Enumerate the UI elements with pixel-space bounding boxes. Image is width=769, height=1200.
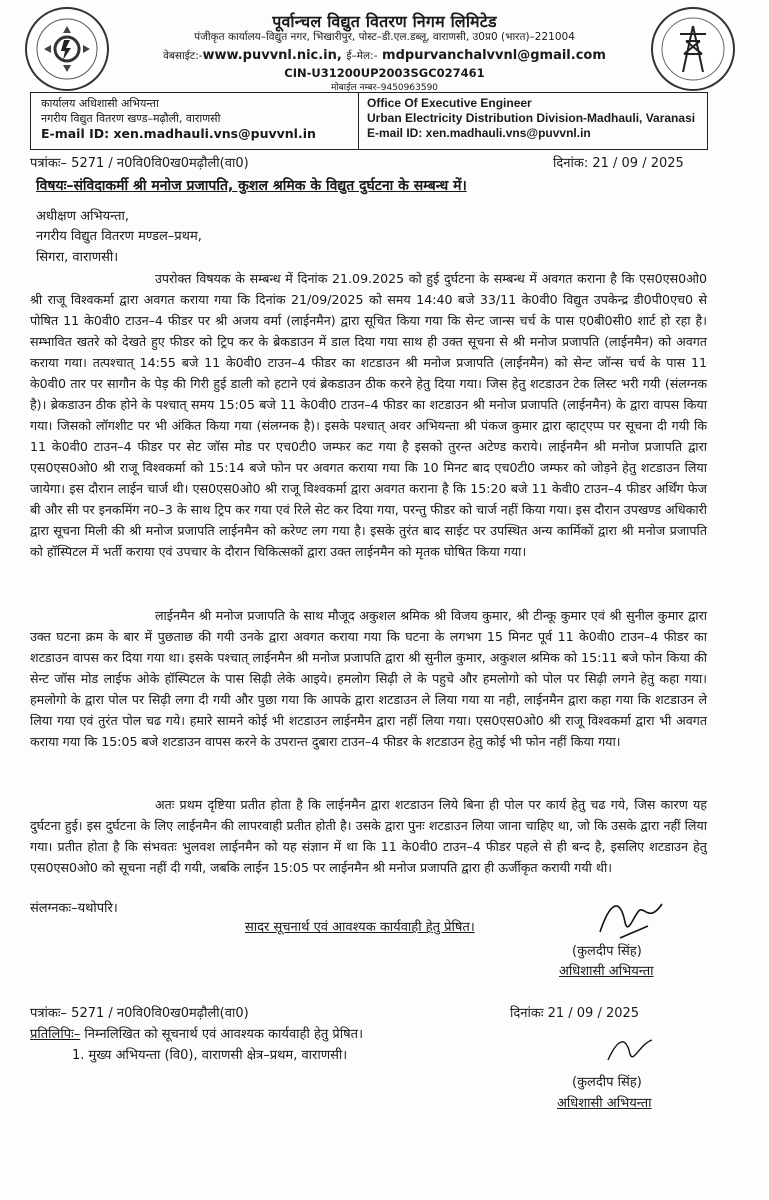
copy-signatory-name: (कुलदीप सिंह): [572, 1075, 642, 1090]
copy-ref-number: पत्रांकः– 5271 / न0वि0वि0ख0मढ़ौली(वा0): [30, 1006, 249, 1021]
division-name-english: Urban Electricity Distribution Division-Madhauli, Varanasi: [367, 111, 696, 125]
copy-text: निम्नलिखित को सूचनार्थ एवं आवश्यक कार्यवाही हेतु प्रेषित।: [80, 1027, 364, 1042]
copy-to-line: [30, 1024, 363, 1042]
website-label: वेबसाईट:-: [163, 50, 203, 62]
registered-office: पंजीकृत कार्यालय–विद्युत नगर, भिखारीपुर, पोस्ट–डी.एल.डब्लू, वाराणसी, उ0प्र0 (भारत)–221004: [194, 31, 575, 43]
office-title-hindi: कार्यालय अधिशासी अभियन्ता: [41, 97, 159, 110]
letter-date: दिनांक: 21 / 09 / 2025: [553, 156, 684, 171]
body-paragraph-1: उपरोक्त विषयक के सम्बन्ध में दिनांक 21.09.2025 को हुई दुर्घटना के सम्बन्ध में अवगत कराना है कि एस0एस0ओ0 श्री राजू विश्वकर्मा द्वारा अवगत कराया गया कि दिनांक 21/09/2025 को समय 14:40 बजे 33/11 के0वी0 विद्युत उपकेन्द्र डी0पी0एच0 से पोषित 11 के0वी0 टाउन–4 फीडर पर श्री अजय वर्मा (लाईनमैन) द्वारा सूचित किया गया कि सेन्ट जान्स चर्च के पास ए0बी0सी0 शार्ट हो रहा है। सम्भावित खतरे को देखते हुए फीडर को ट्रिप कर के ब्रेकडाउन में डाल दिया गया साथ ही उक्त सूचना से श्री मनोज प्रजापति (लाईनमैन) को अवगत कराया गया। तत्पश्चात् 14:55 बजे 11 के0वी0 टाउन–4 फीडर का शटडाउन श्री मनोज प्रजापति (लाईनमैन) को सेन्ट जॉन्स चर्च के पास 11 के0वी0 तार पर सागौन के पेड़ की गिरी हुई डाली को हटाने एवं ब्रेकडाउन ठीक करने हेतु दिया गया। जिस हेतु शटडाउन टेक लिस्ट भरी गयी (संलग्नक है)। ब्रेकडाउन ठीक होने के पश्चात् समय 15:05 बजे 11 के0वी0 टाउन–4 फीडर का शटडाउन श्री मनोज प्रजापति (लाईनमैन) के द्वारा वापस किया गया। जिसको लॉगशीट पर भी अंकित किया गया (संलग्नक है)। इसके पश्चात् अवर अभियन्ता श्री पंकज कुमार द्वारा व्हाट्एप्प पर सूचना दी गयी कि 11 के0वी0 टाउन–4 फीडर पर सेट जॉस मोड पर एच0टी0 जम्फर कट गया है इसको तुरन्त अटेण्ड कराये। लाईनमैन श्री मनोज प्रजापति द्वारा एस0एस0ओ0 श्री राजू विश्वकर्मा को 15:14 बजे फोन पर अवगत कराया गया कि 10 मिनट बाद एच0टी0 जम्फर को जोड़ने हेतु शटडाउन लिया जायेगा। इस दौरान लाईन चार्ज थी। एस0एस0ओ0 श्री राजू विश्वकर्मा द्वारा अवगत कराना है कि 15:20 बजे 11 केवी0 टाउन–4 फीडर अर्थिंग फेज बी और सी पर इनकमिंग न0–3 के साथ ट्रिप कर गया एवं रिले सेट कर दिया गया, परन्तु फीडर को चार्ज नहीं किया गया। इस दौरान उपखण्ड अधिकारी द्वारा सूचना मिली की श्री मनोज प्रजापति लाईनमैन को करेण्ट लग गया है। इसके तुरंत बाद साईट पर उपस्थित अन्य कार्मिकों द्वारा श्री मनोज प्रजापति को हॉस्पिटल में भर्ती कराया एवं उपचार के दौरान चिकित्सकों द्वारा उक्त लाईनमैन को मृतक घोषित किया गया।: [30, 271, 707, 559]
cin-number: CIN-U31200UP2003SGC027461: [284, 66, 485, 80]
addressee-line-2: नगरीय विद्युत वितरण मण्डल–प्रथम,: [36, 229, 202, 244]
letter-subject: विषयः–संविदाकर्मी श्री मनोज प्रजापति, कुशल श्रमिक के विद्युत दुर्घटना के सम्बन्ध में।: [36, 178, 467, 194]
addressee-line-1: अधीक्षण अभियन्ता,: [36, 209, 130, 224]
org-name: पूर्वान्चल विद्युत वितरण निगम लिमिटेड: [272, 12, 497, 31]
copy-recipient-1: 1. मुख्य अभियन्ता (वि0), वाराणसी क्षेत्र–प्रथम, वाराणसी।: [72, 1048, 348, 1063]
mobile-number: मोबाईल नम्बर–9450963590: [330, 83, 439, 93]
office-title-english: Office Of Executive Engineer: [367, 96, 532, 110]
office-box-english: [358, 92, 708, 150]
office-email-english-box: E-mail ID: xen.madhauli.vns@puvvnl.in: [367, 126, 591, 140]
division-name-hindi: नगरीय विद्युत वितरण खण्ड–मढ़ौली, वाराणसी: [41, 112, 221, 125]
signatory-designation: अधिशासी अभियन्ता: [559, 964, 654, 979]
body-paragraph-2: लाईनमैन श्री मनोज प्रजापति के साथ मौजूद अकुशल श्रमिक श्री विजय कुमार, श्री टीन्कू कुमार एवं श्री सुनील कुमार द्वारा उक्त घटना क्रम के बार में पुछताछ की गयी उनके द्वारा अवगत कराया गया कि घटना के लगभग 15 मिनट पूर्व 11 के0वी0 टाउन–4 फीडर का शटडाउन वापस कर दिया गया था। इसके पश्चात् लाईनमैन श्री मनोज प्रजापति द्वारा श्री सुनील कुमार, अकुशल श्रमिक को 15:11 बजे फोन किया की सेन्ट जॉस मोड लाईफ ओके हॉस्पिटल के पास सिढ़ी लेके आइये। हमलोग सिढ़ी ले के पहुचे और हमलोगो को पोल पर सिढ़ी लगने हेतु कहा गया। हमलोगो के द्वारा पोल पर सिढ़ी लगा दी गयी और पुछा गया कि आपके द्वारा शटडाउन ले लिया गया या नही, लाईनमैन द्वारा कहा गया कि शटडाउन ले लिया गया एवं तुरंत पोल चढ गये। हमारे सामने कोई भी शटडाउन लाईनमैन द्वारा नहीं लिया गया। एस0एस0ओ0 श्री राजू विश्वकर्मा द्वारा भी अवगत कराया गया कि 15:05 बजे शटडाउन वापस करने के उपरान्त दुबारा टाउन–4 फीडर के शटडाउन हेतु कोई भी फोन नहीं किया गया।: [30, 608, 707, 749]
web-email-line: [0, 48, 769, 63]
addressee-line-3: सिगरा, वाराणसी।: [36, 250, 119, 265]
email-label: ई–मेल:-: [346, 50, 378, 62]
copy-date: दिनांकः 21 / 09 / 2025: [510, 1006, 640, 1021]
office-email-hindi-box: E-mail ID: xen.madhauli.vns@puvvnl.in: [41, 126, 316, 141]
office-box-hindi: [30, 92, 358, 150]
signature-image-2: [600, 1030, 660, 1070]
forward-note: सादर सूचनार्थ एवं आवश्यक कार्यवाही हेतु प्रेषित।: [245, 920, 475, 935]
body-paragraph-3: अतः प्रथम दृष्टिया प्रतीत होता है कि लाईनमैन द्वारा शटडाउन लिये बिना ही पोल पर कार्य हेतु चढ गये, जिस कारण यह दुर्घटना हुई। इस दुर्घटना के लिए लाईनमैन की लापरवाही प्रतीत होती है। उसके द्वारा पुनः शटडाउन लिया जाना चाहिए था, जो कि उसके द्वारा नहीं लिया गया। प्रतीत होता है कि संभवतः भुलवश लाईनमैन को यह संज्ञान में था कि 11 के0वी0 टाउन–4 फीडर पहले से ही बन्द है, इसलिए शटडाउन हेतु एस0एस0ओ0 को सूचना नहीं दी गयी, जबकि लाईन 15:05 पर लाईनमैन श्री मनोज प्रजापति द्वारा ही ऊर्जीकृत करायी गयी थी।: [30, 797, 707, 875]
copy-label: प्रतिलिपिः–: [30, 1027, 81, 1042]
letter-ref-number: पत्रांकः– 5271 / न0वि0वि0ख0मढ़ौली(वा0): [30, 156, 249, 171]
enclosure-note: संलग्नकः–यथोपरि।: [30, 901, 118, 916]
md-email-link[interactable]: mdpurvanchalvvnl@gmail.com: [382, 48, 606, 63]
website-link[interactable]: www.puvvnl.nic.in,: [202, 48, 342, 63]
copy-signatory-designation: अधिशासी अभियन्ता: [557, 1096, 652, 1111]
signatory-name: (कुलदीप सिंह): [572, 944, 642, 959]
signature-image: [590, 892, 670, 944]
